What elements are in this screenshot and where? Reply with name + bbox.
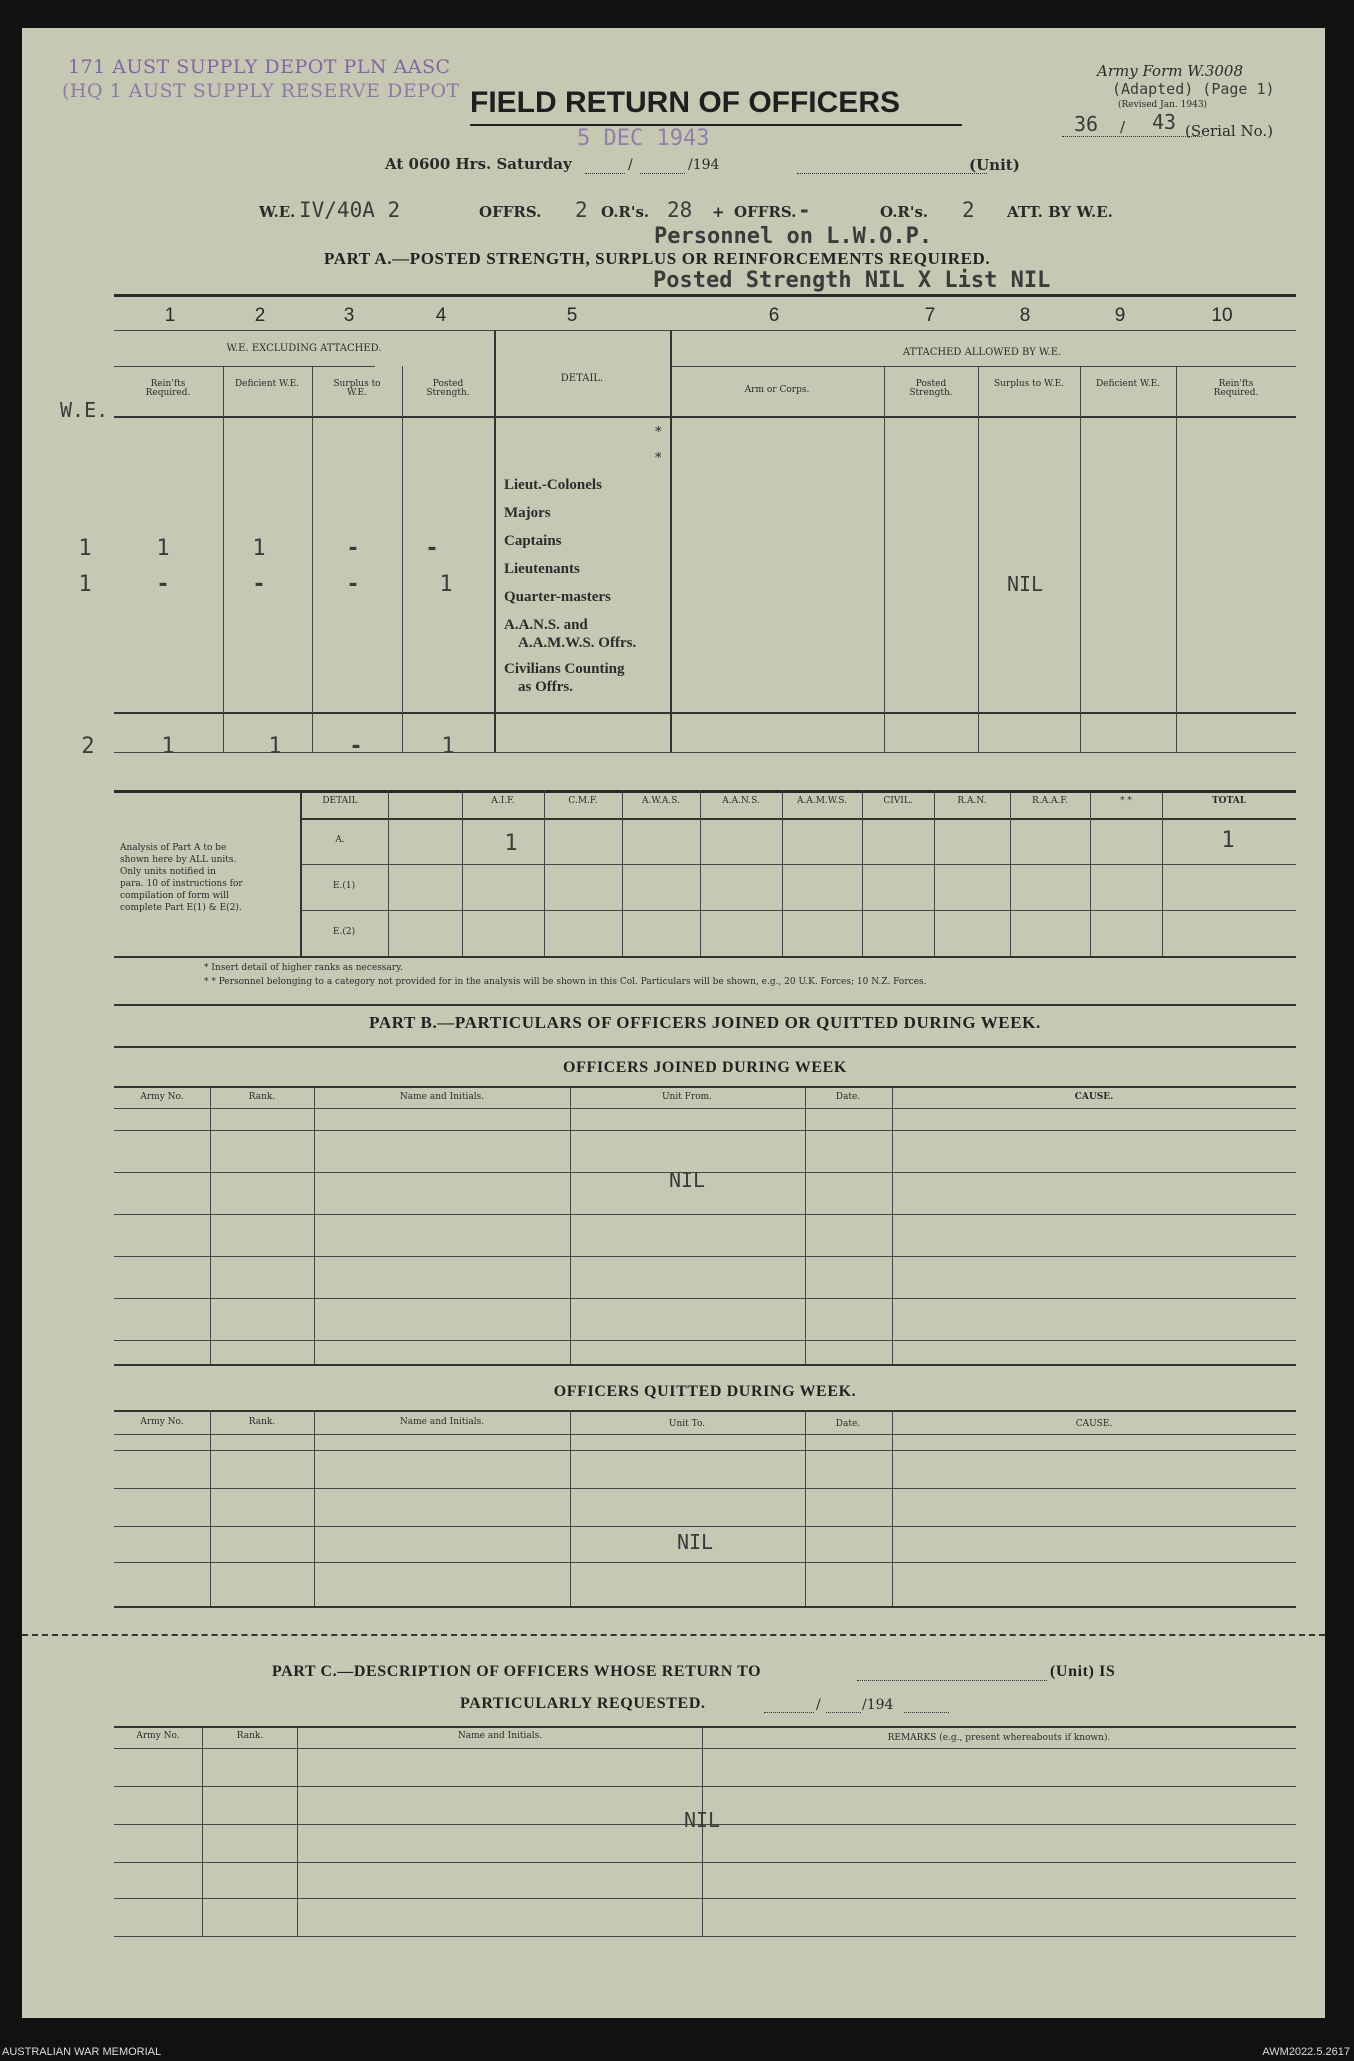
total-reinf: 1 [161,734,175,759]
rank-quartermasters: Quarter-masters [504,589,611,605]
col-surplus-we: Surplus to W.E. [333,379,381,398]
analysis-h-total: TOTAL [1211,796,1247,806]
rank-lt-colonels: Lieut.-Colonels [504,477,602,493]
plus-sign: + [712,203,725,221]
at-year: /194 [688,157,720,173]
analysis-h-cmf: C.M.F. [568,796,598,806]
joined-col-name: Name and Initials. [399,1092,485,1102]
captains-surplus: - [346,536,360,561]
ors-value: 28 [667,198,693,222]
serial-a: 36 [1074,112,1099,136]
posted-strength-note: Posted Strength NIL X List NIL [653,268,1051,293]
joined-col-unit-from: Unit From. [661,1092,713,1102]
captains-we: 1 [78,536,92,561]
quitted-col-name: Name and Initials. [399,1417,485,1427]
part-b-heading: PART B.—PARTICULARS OF OFFICERS JOINED OR QUITTED DURING WEEK. [369,1013,1041,1032]
offrs-label: OFFRS. [479,203,542,221]
analysis-note-6: complete Part E(1) & E(2). [120,903,242,913]
ors2-label: O.R's. [880,203,929,221]
quitted-nil: NIL [676,1530,714,1554]
rank-aamws: A.A.M.W.S. Offrs. [518,635,637,651]
part-a-heading: PART A.—POSTED STRENGTH, SURPLUS OR REINFORCEMENTS REQUIRED. [324,249,991,268]
rank-civilians-2: as Offrs. [518,679,573,695]
serial-label: (Serial No.) [1185,122,1273,140]
serial-sep: / [1120,118,1126,136]
part-c-line2: PARTICULARLY REQUESTED. [460,1695,706,1712]
captains-reinf: 1 [156,536,170,561]
part-c-heading: PART C.—DESCRIPTION OF OFFICERS WHOSE RETURN TO [272,1663,762,1680]
serial-b: 43 [1152,110,1177,134]
part-c-col-rank: Rank. [236,1731,264,1741]
col-num-10: 10 [1211,305,1233,326]
joined-nil: NIL [668,1168,706,1192]
analysis-h-detail: DETAIL [322,796,358,806]
analysis-h-aans: A.A.N.S. [722,796,760,806]
at-unit-label: (Unit) [969,156,1020,174]
attached-nil: NIL [1006,572,1044,596]
analysis-h-other: * * [1120,796,1132,806]
col-num-7: 7 [924,305,936,326]
ors2-value: 2 [962,198,975,222]
quitted-col-cause: CAUSE. [1075,1419,1113,1429]
part-c-date-sep: / [816,1697,821,1713]
unit-stamp-line2: (HQ 1 AUST SUPPLY RESERVE DEPOT [62,80,460,102]
col-arm-corps: Arm or Corps. [744,385,810,395]
captains-deficient: 1 [252,536,266,561]
analysis-h-civil: CIVIL. [883,796,913,806]
we-label: W.E. [259,203,296,221]
joined-title: OFFICERS JOINED DURING WEEK [563,1059,847,1076]
col-att-surplus: Surplus to W.E. [993,379,1065,389]
analysis-h-awas: A.W.A.S. [642,796,680,806]
footnote-2: * * Personnel belonging to a category not provided for in the analysis will be shown in this Col. Particulars will be shown, e.g., 20 U.K. Forces; 10 N.Z. Forces. [204,977,927,987]
total-posted: 1 [441,734,455,759]
asterisk-1: * [655,425,662,440]
col-num-4: 4 [435,305,447,326]
rank-majors: Majors [504,505,551,521]
quitted-col-rank: Rank. [248,1417,276,1427]
rank-captains: Captains [504,533,562,549]
part-c-col-remarks: REMARKS (e.g., present whereabouts if known). [887,1733,1111,1743]
footnote-1: * Insert detail of higher ranks as necessary. [204,963,403,973]
page-title: FIELD RETURN OF OFFICERS [470,86,900,119]
ors-label: O.R's. [601,203,650,221]
analysis-note-2: shown here by ALL units. [120,855,237,865]
total-deficient: 1 [268,734,282,759]
form-sheet [22,28,1325,2018]
rank-civilians: Civilians Counting [504,661,625,677]
col-att-posted: Posted Strength. [909,379,953,398]
analysis-row-e1: E.(1) [332,881,356,891]
footer-left: AUSTRALIAN WAR MEMORIAL [2,2046,162,2058]
col-num-3: 3 [343,305,355,326]
we-value: IV/40A 2 [299,198,401,222]
att-label: ATT. BY W.E. [1007,203,1113,221]
attached-header: ATTACHED ALLOWED BY W.E. [902,347,1062,358]
analysis-h-aif: A.I.F. [491,796,515,806]
lieutenants-we: 1 [78,572,92,597]
total-we: 2 [81,734,95,759]
col-num-6: 6 [768,305,780,326]
detail-header: DETAIL. [560,373,604,384]
offrs2-value: - [798,198,811,222]
analysis-h-ran: R.A.N. [957,796,987,806]
col-num-8: 8 [1019,305,1031,326]
analysis-note-3: Only units notified in [120,867,216,877]
joined-col-army-no: Army No. [140,1092,184,1102]
offrs2-label: OFFRS. [734,203,797,221]
received-date-stamp: 5 DEC 1943 [577,126,710,151]
col-reinf-required: Rein'fts Required. [145,379,191,398]
form-revised: (Revised Jan. 1943) [1118,100,1208,110]
analysis-note-5: compilation of form will [120,891,229,901]
col-num-5: 5 [566,305,578,326]
joined-col-cause: CAUSE. [1074,1092,1114,1102]
lieutenants-deficient: - [252,572,266,597]
part-c-col-name: Name and Initials. [457,1731,543,1741]
rank-aans: A.A.N.S. and [504,617,588,633]
at-label: At 0600 Hrs. Saturday [385,155,572,173]
we-margin-label: W.E. [60,398,109,422]
analysis-note-4: para. 10 of instructions for [120,879,243,889]
lieutenants-surplus: - [346,572,360,597]
col-num-2: 2 [254,305,266,326]
col-num-1: 1 [164,305,176,326]
unit-stamp-line1: 171 AUST SUPPLY DEPOT PLN AASC [68,56,451,78]
lwop-note: Personnel on L.W.O.P. [654,224,933,249]
quitted-col-date: Date. [835,1419,861,1429]
asterisk-2: * [655,451,662,466]
total-surplus: - [349,734,363,759]
col-att-reinf: Rein'fts Required. [1213,379,1259,398]
joined-col-date: Date. [835,1092,861,1102]
analysis-h-raaf: R.A.A.F. [1031,796,1069,806]
joined-col-rank: Rank. [248,1092,276,1102]
col-deficient-we: Deficient W.E. [234,379,300,389]
rank-lieutenants: Lieutenants [504,561,580,577]
lieutenants-posted: 1 [439,572,453,597]
footer-right: AWM2022.5.2617 [1262,2046,1350,2058]
part-c-nil: NIL [683,1808,721,1832]
analysis-aif-a: 1 [504,831,518,856]
lieutenants-reinf: - [156,572,170,597]
we-excluding-header: W.E. EXCLUDING ATTACHED. [226,343,382,354]
part-c-year: /194 [862,1697,894,1713]
analysis-row-a: A. [335,835,345,845]
col-num-9: 9 [1114,305,1126,326]
analysis-h-aamws: A.A.M.W.S. [796,796,848,806]
at-mid: / [628,157,633,173]
form-adapted: (Adapted) (Page 1) [1112,80,1275,98]
captains-posted: - [425,536,439,561]
quitted-title: OFFICERS QUITTED DURING WEEK. [553,1383,857,1400]
col-posted-strength: Posted Strength. [426,379,470,398]
form-reference: Army Form W.3008 [1097,62,1243,80]
offrs-value: 2 [575,198,588,222]
analysis-total-a: 1 [1221,828,1235,853]
quitted-col-army-no: Army No. [140,1417,184,1427]
quitted-col-unit-to: Unit To. [668,1419,706,1429]
col-att-deficient: Deficient W.E. [1095,379,1161,389]
part-c-unit-is: (Unit) IS [1050,1663,1116,1680]
part-c-col-army-no: Army No. [136,1731,180,1741]
analysis-row-e2: E.(2) [332,927,356,937]
analysis-note-1: Analysis of Part A to be [120,843,227,853]
